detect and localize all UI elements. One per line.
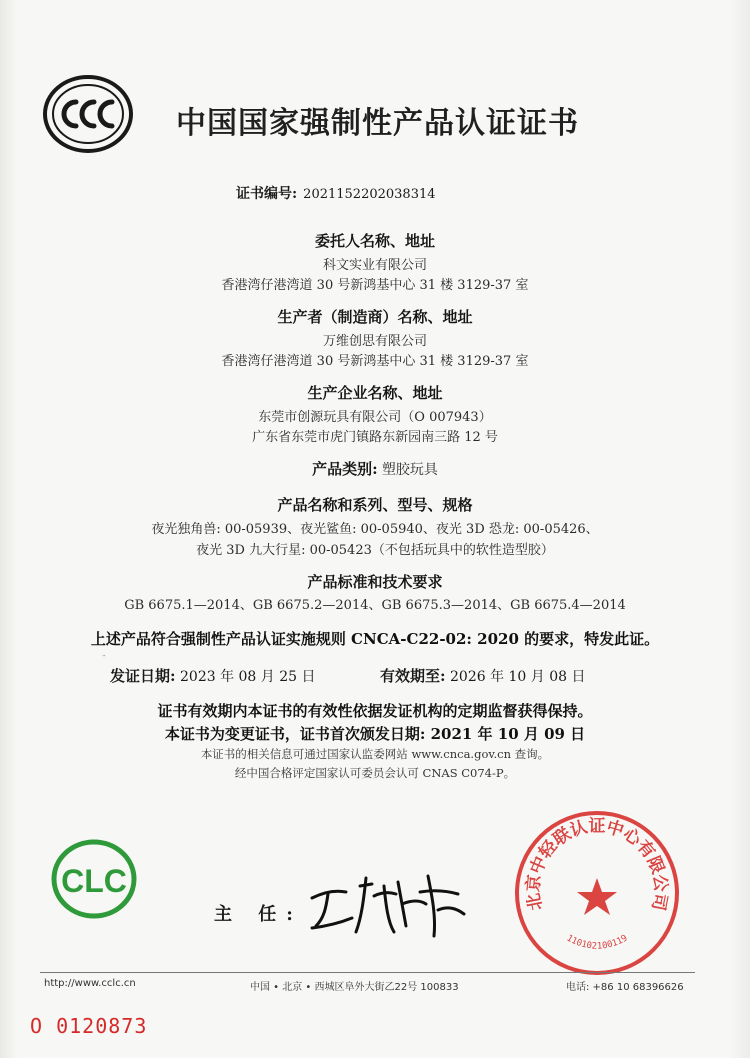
footer-phone: 电话: +86 10 68396626 — [566, 982, 684, 993]
validity-note: 证书有效期内本证书的有效性依据发证机构的定期监督获得保持。 — [157, 702, 593, 720]
factory-address: 广东省东莞市虎门镇路东新园南三路 12 号 — [252, 430, 498, 445]
factory-heading: 生产企业名称、地址 — [307, 384, 443, 402]
manufacturer-name: 万维创思有限公司 — [322, 334, 427, 349]
issue-date-label: 发证日期: — [110, 667, 176, 685]
expiry-date-row — [380, 665, 586, 686]
serial-number: O 0120873 — [30, 1014, 148, 1038]
factory-name: 东莞市创源玩具有限公司（O 007943） — [258, 410, 492, 425]
issue-date-value: 2023 年 08 月 25 日 — [180, 669, 316, 685]
ccc-logo-icon — [42, 74, 134, 154]
certificate-title: 中国国家强制性产品认证证书 — [176, 106, 579, 141]
product-line-1: 夜光独角兽: 00-05939、夜光鲨鱼: 00-05940、夜光 3D 恐龙: 00-05426、 — [151, 522, 599, 537]
category-value: 塑胶玩具 — [381, 462, 438, 478]
svg-text:110102100119 — [565, 933, 630, 951]
standards-value: GB 6675.1—2014、GB 6675.2—2014、GB 6675.3—2014、GB 6675.4—2014 — [124, 598, 626, 613]
expiry-date-value: 2026 年 10 月 08 日 — [450, 669, 586, 685]
issue-date-row — [110, 665, 316, 686]
footer-divider — [40, 972, 695, 973]
manufacturer-heading: 生产者（制造商）名称、地址 — [277, 308, 473, 326]
signature-text: 王 献新 — [102, 656, 106, 657]
footer-address: 中国 • 北京 • 西城区阜外大街乙22号 100833 — [250, 982, 459, 993]
director-label: 主 任: — [214, 904, 303, 925]
clc-logo-icon — [50, 838, 138, 920]
certificate-number-value: 2021152202038314 — [303, 187, 436, 202]
category-label: 产品类别: — [312, 460, 378, 478]
standards-heading: 产品标准和技术要求 — [307, 573, 443, 591]
client-name: 科文实业有限公司 — [322, 258, 427, 273]
client-heading: 委托人名称、地址 — [314, 232, 435, 250]
accreditation-note: 经中国合格评定国家认可委员会认可 CNAS C074-P。 — [234, 766, 516, 780]
certificate-number-row — [236, 183, 436, 203]
expiry-date-label: 有效期至: — [380, 667, 446, 685]
manufacturer-address: 香港湾仔港湾道 30 号新鸿基中心 31 楼 3129-37 室 — [221, 354, 529, 369]
clc-logo-text: CLC — [61, 863, 127, 899]
footer-website: http://www.cclc.cn — [44, 978, 136, 989]
seal-text: 北京中轻联认证中心有限公司 — [523, 816, 671, 913]
client-address: 香港湾仔港湾道 30 号新鸿基中心 31 楼 3129-37 室 — [221, 278, 529, 293]
declaration: 上述产品符合强制性产品认证实施规则 CNCA-C22-02: 2020 的要求，特发此证。 — [90, 630, 660, 648]
category-row — [0, 458, 750, 479]
change-note: 本证书为变更证书，证书首次颁发日期: 2021 年 10 月 09 日 — [164, 725, 586, 743]
seal-code: 110102100119 — [564, 933, 630, 952]
certification-seal — [512, 808, 682, 978]
product-heading: 产品名称和系列、型号、规格 — [277, 496, 473, 514]
product-line-2: 夜光 3D 九大行星: 00-05423（不包括玩具中的软性造型胶） — [196, 543, 554, 558]
certificate-number-label: 证书编号: — [236, 186, 298, 202]
query-note: 本证书的相关信息可通过国家认监委网站 www.cnca.gov.cn 查询。 — [200, 747, 550, 761]
